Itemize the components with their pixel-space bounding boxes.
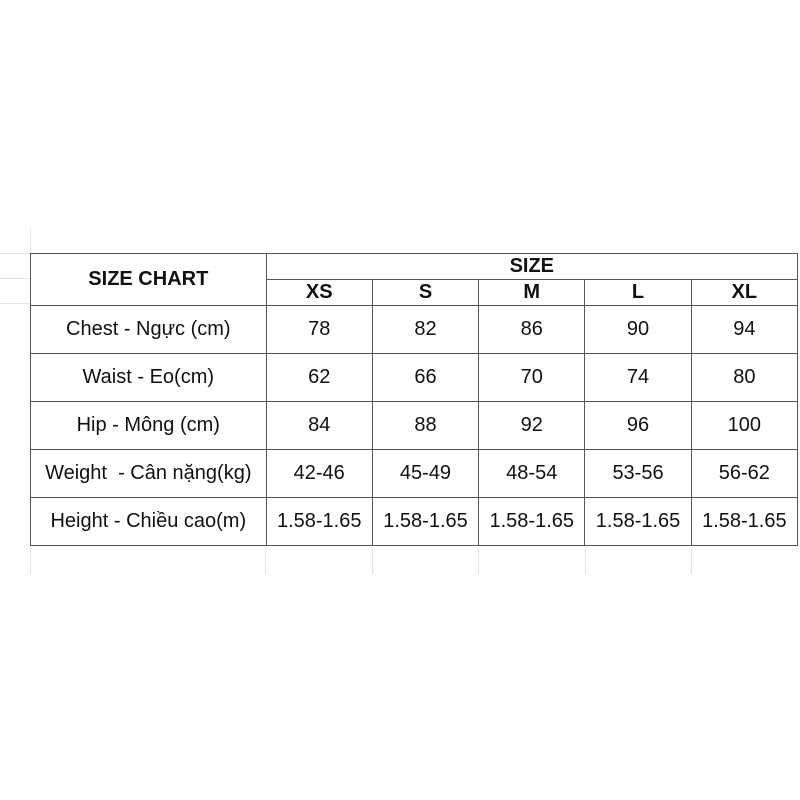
sheet-gridline xyxy=(372,548,373,574)
size-group-header[interactable]: SIZE xyxy=(266,254,797,280)
table-cell[interactable]: 74 xyxy=(585,354,691,402)
size-header-m[interactable]: M xyxy=(479,280,585,306)
table-cell[interactable]: 80 xyxy=(691,354,797,402)
sheet-gridline xyxy=(0,303,30,304)
table-cell[interactable]: 78 xyxy=(266,306,372,354)
table-cell[interactable]: 42-46 xyxy=(266,450,372,498)
table-cell[interactable]: 94 xyxy=(691,306,797,354)
table-row-chest xyxy=(31,306,798,354)
table-cell[interactable]: 1.58-1.65 xyxy=(372,498,478,546)
size-header-s[interactable]: S xyxy=(372,280,478,306)
size-header-l[interactable]: L xyxy=(585,280,691,306)
table-row-waist xyxy=(31,354,798,402)
table-row-hip xyxy=(31,402,798,450)
table-cell[interactable]: 53-56 xyxy=(585,450,691,498)
table-cell[interactable]: 48-54 xyxy=(479,450,585,498)
row-label[interactable]: Weight - Cân nặng(kg) xyxy=(31,450,267,498)
sheet-gridline xyxy=(30,548,31,574)
sheet-gridline xyxy=(0,253,30,254)
size-header-xs[interactable]: XS xyxy=(266,280,372,306)
row-label[interactable]: Chest - Ngực (cm) xyxy=(31,306,267,354)
table-cell[interactable]: 86 xyxy=(479,306,585,354)
table-row-height xyxy=(31,498,798,546)
table-cell[interactable]: 1.58-1.65 xyxy=(479,498,585,546)
table-cell[interactable]: 1.58-1.65 xyxy=(691,498,797,546)
table-cell[interactable]: 45-49 xyxy=(372,450,478,498)
table-cell[interactable]: 96 xyxy=(585,402,691,450)
row-label[interactable]: Height - Chiều cao(m) xyxy=(31,498,267,546)
row-label[interactable]: Hip - Mông (cm) xyxy=(31,402,267,450)
table-cell[interactable]: 100 xyxy=(691,402,797,450)
sheet-gridline xyxy=(478,548,479,574)
table-cell[interactable]: 1.58-1.65 xyxy=(585,498,691,546)
table-row-weight xyxy=(31,450,798,498)
size-header-xl[interactable]: XL xyxy=(691,280,797,306)
sheet-gridline xyxy=(585,548,586,574)
size-chart-table xyxy=(30,253,798,546)
table-header-row xyxy=(31,254,798,280)
sheet-gridline xyxy=(691,548,692,574)
table-cell[interactable]: 92 xyxy=(479,402,585,450)
row-label[interactable]: Waist - Eo(cm) xyxy=(31,354,267,402)
table-cell[interactable]: 84 xyxy=(266,402,372,450)
sheet-gridline xyxy=(265,548,266,574)
table-cell[interactable]: 56-62 xyxy=(691,450,797,498)
table-cell[interactable]: 82 xyxy=(372,306,478,354)
table-cell[interactable]: 66 xyxy=(372,354,478,402)
sheet-gridline xyxy=(30,228,31,253)
table-cell[interactable]: 88 xyxy=(372,402,478,450)
size-chart-title[interactable]: SIZE CHART xyxy=(31,254,267,306)
table-cell[interactable]: 1.58-1.65 xyxy=(266,498,372,546)
table-cell[interactable]: 62 xyxy=(266,354,372,402)
table-cell[interactable]: 90 xyxy=(585,306,691,354)
table-cell[interactable]: 70 xyxy=(479,354,585,402)
sheet-gridline xyxy=(0,278,30,279)
